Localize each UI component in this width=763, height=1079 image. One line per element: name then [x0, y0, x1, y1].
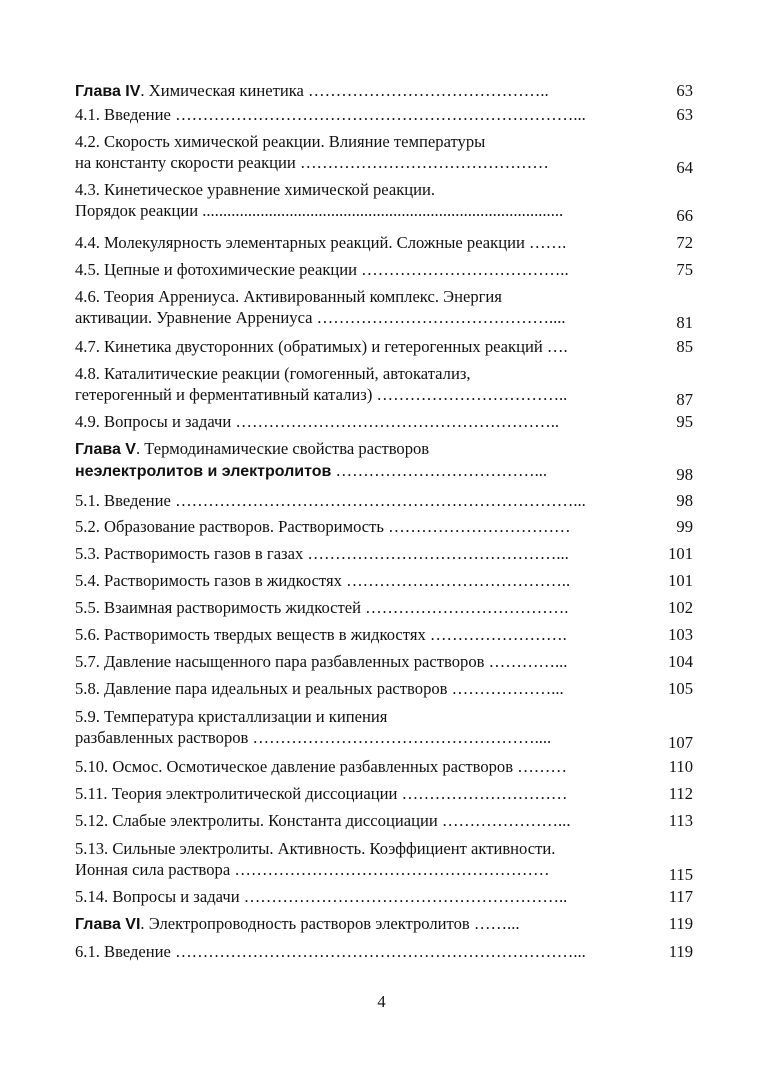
toc-entry-title-line: 5.10. Осмос. Осмотическое давление разбавленных растворов ………	[75, 757, 567, 776]
toc-entry-title-line: 5.4. Растворимость газов в жидкостях …………………………………..	[75, 571, 571, 590]
toc-entry	[75, 624, 693, 645]
toc-page-number: 63	[676, 105, 693, 124]
toc-page-number: 117	[668, 887, 693, 906]
leader-dots: . Химическая кинетика ……………………………………..	[140, 81, 549, 100]
toc-entry-title-line: 4.9. Вопросы и задачи …………………………………………………..	[75, 412, 559, 431]
leader-dots: . Термодинамические свойства растворов	[135, 439, 430, 458]
toc-entry-title-line: 5.1. Введение ………………………………………………………………...	[75, 491, 586, 510]
toc-page-number: 72	[676, 233, 693, 252]
toc-entry	[75, 941, 693, 962]
toc-entry-title-line	[75, 913, 693, 935]
toc-page-number: 107	[668, 733, 693, 752]
toc-page-number: 119	[668, 942, 693, 961]
toc-page-number: 95	[676, 412, 693, 431]
toc-entry-title-line: на константу скорости реакции ………………………………………	[75, 153, 549, 172]
toc-entry-title-line: 5.12. Слабые электролиты. Константа диссоциации …………………...	[75, 811, 571, 830]
toc-entry-title-line: 4.1. Введение ………………………………………………………………...	[75, 105, 586, 124]
toc-entry-title-line: разбавленных растворов ……………………………………………....	[75, 728, 552, 747]
toc-entry-title-line: 4.6. Теория Аррениуса. Активированный комплекс. Энергия	[75, 287, 502, 306]
toc-entry	[75, 179, 693, 225]
toc-entry-title-line: Порядок реакции .......................................................................................	[75, 201, 564, 220]
toc-entry	[75, 232, 693, 253]
leader-dots: ………………………………...	[331, 461, 548, 480]
toc-entry-title-line: 5.2. Образование растворов. Растворимость ……………………………	[75, 517, 571, 536]
toc-entry	[75, 810, 693, 831]
toc-entry-title-line	[75, 460, 693, 482]
toc-entry-title-line: 5.9. Температура кристаллизации и кипения	[75, 707, 388, 726]
toc-page-number: 99	[676, 517, 693, 536]
toc-entry	[75, 678, 693, 699]
toc-page-number: 105	[668, 679, 693, 698]
toc-chapter-entry	[75, 913, 693, 935]
toc-page-number: 81	[676, 313, 693, 332]
toc-entry-title-line: 5.14. Вопросы и задачи …………………………………………………..	[75, 887, 568, 906]
toc-entry-title-line: 4.3. Кинетическое уравнение химической реакции.	[75, 180, 436, 199]
toc-entry	[75, 286, 693, 332]
toc-entry-title-line: 5.5. Взаимная растворимость жидкостей ……………………………….	[75, 598, 569, 617]
toc-entry-title-line: 6.1. Введение ………………………………………………………………...	[75, 942, 586, 961]
toc-entry	[75, 706, 693, 752]
toc-page-number: 98	[676, 465, 693, 484]
leader-dots: . Электропроводность растворов электролитов ……...	[140, 914, 520, 933]
toc-entry	[75, 259, 693, 280]
toc-entry	[75, 783, 693, 804]
chapter-heading-text: неэлектролитов и электролитов	[75, 463, 332, 480]
toc-page-number: 101	[668, 544, 693, 563]
toc-page-number: 119	[668, 914, 693, 933]
page-number: 4	[377, 992, 386, 1011]
toc-page-number: 64	[676, 158, 693, 177]
toc-chapter-entry	[75, 80, 693, 102]
toc-entry	[75, 838, 693, 884]
toc-entry	[75, 543, 693, 564]
toc-page-number: 75	[676, 260, 693, 279]
toc-page-number: 66	[676, 206, 693, 225]
chapter-heading-text: Глава IV	[75, 83, 141, 100]
toc-entry	[75, 104, 693, 125]
toc-entry-title-line	[75, 438, 693, 460]
toc-entry-title-line: 5.6. Растворимость твердых веществ в жидкостях …………………….	[75, 625, 567, 644]
chapter-heading-text: Глава V	[75, 441, 136, 458]
chapter-heading-text: Глава VI	[75, 916, 141, 933]
toc-entry	[75, 336, 693, 357]
toc-entry-title-line: 4.8. Каталитические реакции (гомогенный, автокатализ,	[75, 364, 471, 383]
toc-entry	[75, 131, 693, 177]
toc-entry-title-line: 5.3. Растворимость газов в газах ………………………………………...	[75, 544, 569, 563]
toc-entry-title-line: 4.2. Скорость химической реакции. Влияние температуры	[75, 132, 486, 151]
toc-entry	[75, 597, 693, 618]
toc-page-number: 87	[676, 390, 693, 409]
toc-entry-title-line: гетерогенный и ферментативный катализ) ……………………………..	[75, 385, 568, 404]
toc-page-number: 102	[668, 598, 693, 617]
toc-entry-title-line: 4.4. Молекулярность элементарных реакций. Сложные реакции …….	[75, 233, 567, 252]
toc-page-number: 63	[676, 81, 693, 100]
toc-page-number: 104	[668, 652, 693, 671]
toc-entry-title-line: 4.7. Кинетика двусторонних (обратимых) и гетерогенных реакций ….	[75, 337, 568, 356]
toc-entry	[75, 651, 693, 672]
toc-page-number: 85	[676, 337, 693, 356]
toc-page-number: 115	[668, 865, 693, 884]
toc-entry	[75, 363, 693, 409]
toc-entry	[75, 886, 693, 907]
toc-entry	[75, 516, 693, 537]
toc-page-number: 103	[668, 625, 693, 644]
toc-entry	[75, 570, 693, 591]
toc-page-number: 110	[668, 757, 693, 776]
toc-entry	[75, 490, 693, 511]
toc-entry-title-line: 5.7. Давление насыщенного пара разбавленных растворов …………...	[75, 652, 568, 671]
toc-entry-title-line	[75, 80, 693, 102]
toc-page-number: 98	[676, 491, 693, 510]
toc-entry-title-line: 5.11. Теория электролитической диссоциации …………………………	[75, 784, 568, 803]
toc-entry	[75, 411, 693, 432]
toc-page-number: 113	[668, 811, 693, 830]
toc-page-number: 101	[668, 571, 693, 590]
toc-entry-title-line: 4.5. Цепные и фотохимические реакции ………………………………..	[75, 260, 569, 279]
toc-entry-title-line: 5.13. Сильные электролиты. Активность. Коэффициент активности.	[75, 839, 556, 858]
toc-entry	[75, 756, 693, 777]
toc-entry-title-line: активации. Уравнение Аррениуса ……………………………………....	[75, 308, 566, 327]
toc-page-number: 112	[668, 784, 693, 803]
toc-entry-title-line: Ионная сила раствора …………………………………………………	[75, 860, 550, 879]
toc-entry-title-line: 5.8. Давление пара идеальных и реальных растворов ………………...	[75, 679, 564, 698]
toc-chapter-entry	[75, 438, 693, 482]
